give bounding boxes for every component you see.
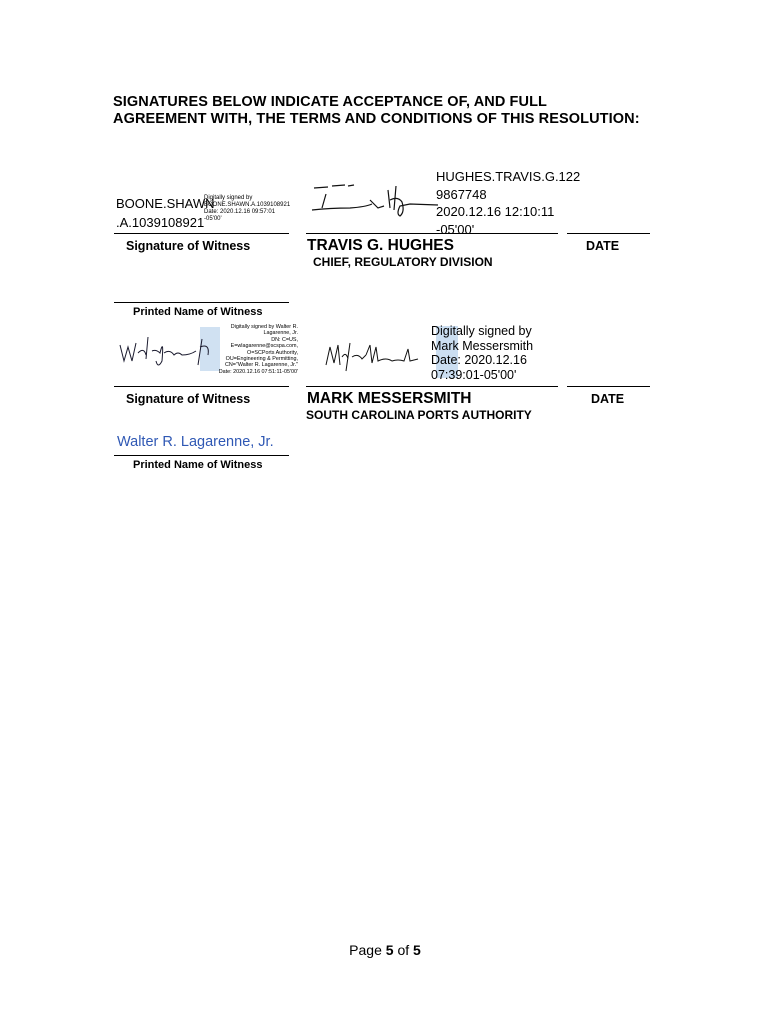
heading-line-1: SIGNATURES BELOW INDICATE ACCEPTANCE OF, AND FULL (113, 94, 547, 110)
boone-name-line-2: .A.1039108921 (116, 215, 205, 230)
lagarenne-detail-line: Lagarenne, Jr. (263, 330, 298, 337)
messersmith-detail-line: Date: 2020.12.16 (431, 353, 527, 367)
date-label: DATE (591, 392, 625, 406)
date-line-1 (567, 233, 650, 234)
page-middle: of (393, 942, 414, 958)
heading-line-2: AGREEMENT WITH, THE TERMS AND CONDITIONS OF THIS RESOLUTION: (113, 111, 640, 127)
signer-title: CHIEF, REGULATORY DIVISION (313, 255, 493, 269)
signer-signature-line-2 (306, 386, 558, 387)
lagarenne-detail-line: OU=Engineering & Permitting, (225, 356, 298, 363)
page-number (0, 942, 770, 958)
witness-signature-line-2 (114, 386, 289, 387)
witness-signature-label: Signature of Witness (126, 239, 251, 253)
boone-detail-line: Digitally signed by (204, 195, 253, 201)
messersmith-detail-line: 07:39:01-05'00' (431, 367, 517, 382)
printed-name-label: Printed Name of Witness (133, 306, 263, 318)
witness-printed-name-line-2 (114, 455, 289, 456)
boone-detail-line: -05'00' (204, 216, 222, 222)
lagarenne-detail-line: E=wlagarenne@scspa.com, (230, 343, 298, 350)
boone-detail-line: Date: 2020.12.16 09:57:01 (204, 209, 276, 215)
boone-signature-details (204, 195, 290, 223)
witness-signature-line-1 (114, 233, 289, 234)
page-total: 5 (413, 942, 421, 958)
lagarenne-detail-line: CN="Walter R. Lagarenne, Jr." (225, 362, 298, 369)
signer-organization: SOUTH CAROLINA PORTS AUTHORITY (306, 408, 532, 422)
printed-name-label: Printed Name of Witness (133, 459, 263, 471)
hughes-detail-line: -05'00' (436, 221, 475, 237)
boone-name-line-1: BOONE.SHAWN (116, 196, 215, 211)
messersmith-handwritten-signature (322, 335, 422, 375)
witness-printed-name-line-1 (114, 302, 289, 303)
messersmith-detail-line: Digitally signed by (431, 324, 532, 338)
date-line-2 (567, 386, 650, 387)
messersmith-signature-details (431, 324, 533, 382)
signer-name: MARK MESSERSMITH (307, 390, 472, 407)
hughes-detail-line: HUGHES.TRAVIS.G.122 (436, 169, 581, 184)
signer-name: TRAVIS G. HUGHES (307, 237, 454, 254)
lagarenne-detail-line: Date: 2020.12.16 07:51:11-05'00' (218, 368, 298, 375)
date-label: DATE (586, 239, 620, 253)
hughes-detail-line: 2020.12.16 12:10:11 (436, 204, 555, 219)
page-current: 5 (385, 942, 394, 958)
lagarenne-signature-details (200, 324, 298, 375)
lagarenne-detail-line: O=SCPorts Authority, (247, 349, 298, 356)
page-prefix: Page (349, 942, 386, 958)
hughes-detail-line: 9867748 (436, 186, 487, 202)
lagarenne-detail-line: Digitally signed by Walter R. (230, 324, 298, 330)
lagarenne-detail-line: DN: C=US, (271, 336, 298, 343)
hughes-handwritten-signature (310, 178, 440, 218)
resolution-heading (113, 94, 673, 128)
signer-signature-line-1 (306, 233, 558, 234)
witness-printed-name: Walter R. Lagarenne, Jr. (117, 434, 274, 450)
boone-detail-line: BOONE.SHAWN.A.1039108921 (204, 202, 291, 208)
hughes-signature-details (436, 168, 580, 238)
messersmith-detail-line: Mark Messersmith (431, 338, 534, 353)
boone-signature-name (116, 194, 214, 232)
witness-signature-label: Signature of Witness (126, 392, 251, 406)
